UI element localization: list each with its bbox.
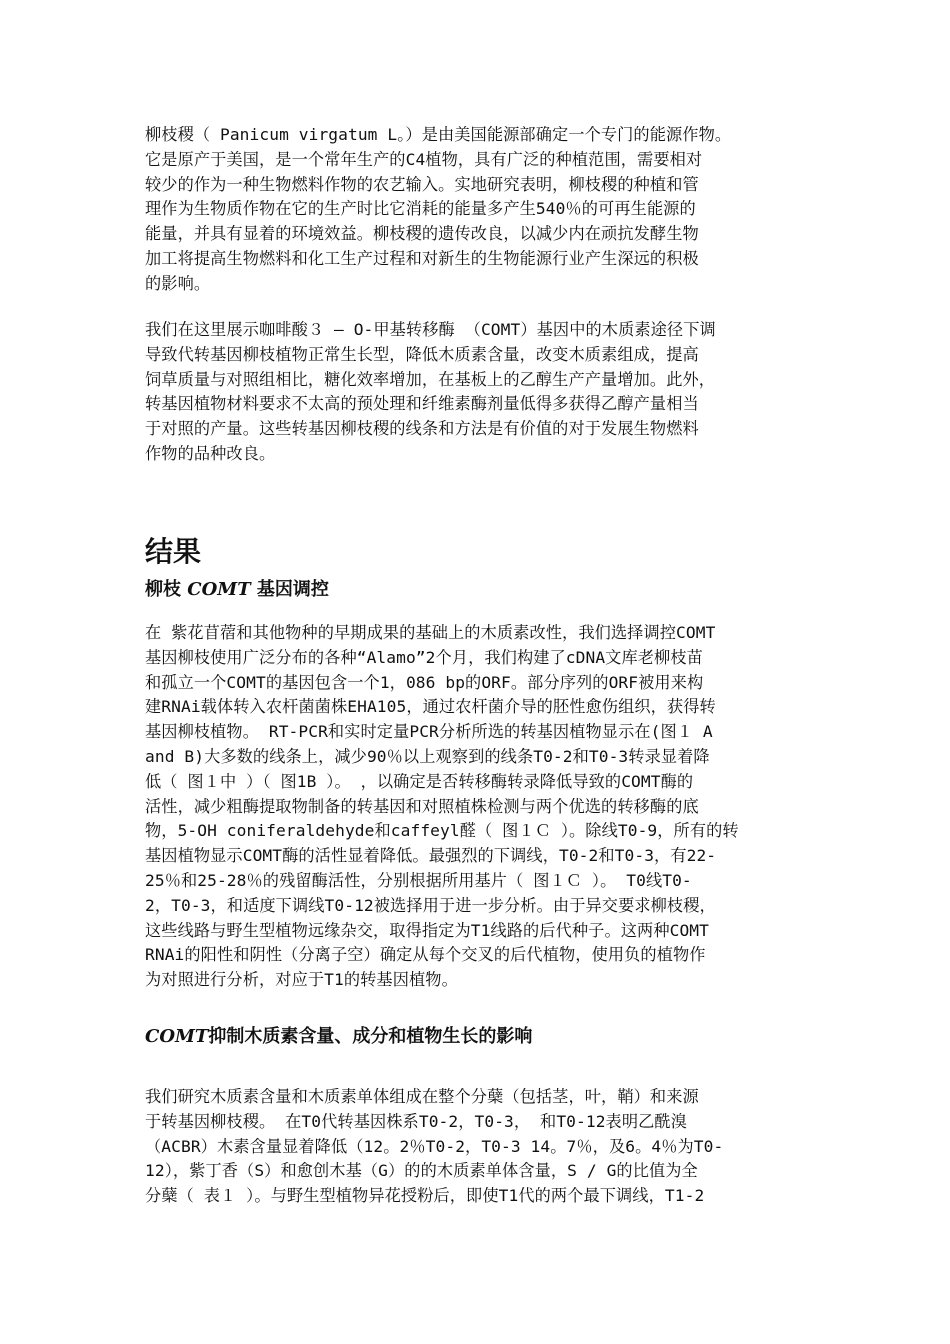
text-line: 柳枝稷（ Panicum virgatum L。）是由美国能源部确定一个专门的能源作物。 — [145, 125, 732, 144]
text-line: RNAi的阳性和阴性（分离子空）确定从每个交叉的后代植物，使用负的植物作 — [145, 945, 706, 965]
text-line: 我们研究木质素含量和木质素单体组成在整个分蘖（包括茎，叶，鞘）和来源 — [145, 1087, 699, 1106]
text-line: 基因柳枝植物。 RT-PCR和实时定量PCR分析所选的转基因植物显示在(图１ A — [145, 722, 713, 742]
results-heading: 结果 — [145, 535, 202, 568]
text-line: 为对照进行分析，对应于T1的转基因植物。 — [145, 970, 458, 990]
text-line: 较少的作为一种生物燃料作物的农艺输入。实地研究表明，柳枝稷的种植和管 — [145, 174, 699, 194]
text-line: 导致代转基因柳枝植物正常生长型，降低木质素含量，改变木质素组成，提高 — [145, 344, 699, 364]
text-line: 物，5-OH coniferaldehyde和caffeyl醛（ 图１Ｃ ）。除线T0-9，所有的转 — [145, 821, 739, 841]
subheading-suffix: 基因调控 — [250, 579, 329, 600]
text-line: 能量，并具有显着的环境效益。柳枝稷的遗传改良，以减少内在顽抗发酵生物 — [145, 224, 699, 244]
subheading-suffix: 抑制木质素含量、成分和植物生长的影响 — [208, 1026, 533, 1047]
text-line: 作物的品种改良。 — [145, 443, 276, 463]
text-line: 于对照的产量。这些转基因柳枝稷的线条和方法是有价值的对于发展生物燃料 — [145, 419, 699, 439]
text-line: 分蘖（ 表１ ）。与野生型植物异花授粉后，即使T1代的两个最下调线，T1-2 — [145, 1186, 705, 1206]
text-line: 基因植物显示COMT酶的活性显着降低。最强烈的下调线，T0-2和T0-3，有22- — [145, 846, 717, 866]
text-line: and B)大多数的线条上，减少90％以上观察到的线条T0-2和T0-3转录显着降 — [145, 746, 710, 766]
text-line: 加工将提高生物燃料和化工生产过程和对新生的生物能源行业产生深远的积极 — [145, 248, 699, 268]
text-line: 25％和25-28％的残留酶活性，分别根据所用基片（ 图１Ｃ ）。 T0线T0- — [145, 870, 692, 890]
text-line: 它是原产于美国，是一个常年生产的C4植物，具有广泛的种植范围，需要相对 — [145, 149, 703, 169]
text-line: 建RNAi载体转入农杆菌菌株EHA105，通过农杆菌介导的胚性愈伤组织，获得转 — [145, 697, 716, 717]
text-line: 2，T0-3，和适度下调线T0-12被选择用于进一步分析。由于异交要求柳枝稷， — [145, 895, 716, 915]
text-line: 活性，减少粗酶提取物制备的转基因和对照植株检测与两个优选的转移酶的底 — [145, 796, 699, 816]
text-line: 低（ 图１中 ）（ 图1B ）。 ，以确定是否转移酶转录降低导致的COMT酶的 — [145, 771, 694, 791]
text-line: 基因柳枝使用广泛分布的各种“Alamo”2个月，我们构建了cDNA文库老柳枝苗 — [145, 647, 703, 667]
gene-name: COMT — [145, 1026, 209, 1047]
text-line: 的影响。 — [145, 273, 211, 293]
subheading-prefix: 柳枝 — [145, 579, 188, 600]
intro-paragraph — [145, 123, 817, 297]
comt-regulation-paragraph — [145, 621, 817, 993]
text-line: （ACBR）木素含量显着降低（12。2％T0-2，T0-3 14。7％，及6。4％为T0- — [145, 1136, 724, 1156]
text-line: 和孤立一个COMT的基因包含一个1，086 bp的ORF。部分序列的ORF被用来构 — [145, 672, 704, 692]
lignin-content-paragraph — [145, 1085, 817, 1209]
gene-name: COMT — [187, 579, 251, 600]
text-line: 这些线路与野生型植物远缘杂交，取得指定为T1线路的后代种子。这两种COMT — [145, 920, 709, 940]
text-line: 12），紫丁香（S）和愈创木基（G）的的木质素单体含量，S / G的比值为全 — [145, 1161, 698, 1181]
text-line: 于转基因柳枝稷。 在T0代转基因株系T0-2，T0-3， 和T0-12表明乙酰溴 — [145, 1111, 687, 1131]
text-line: 我们在这里展示咖啡酸３ – O-甲基转移酶 （COMT）基因中的木质素途径下调 — [145, 320, 716, 339]
comt-suppression-subheading — [145, 1024, 532, 1050]
comt-regulation-subheading — [145, 577, 329, 603]
text-line: 在 紫花苜蓿和其他物种的早期成果的基础上的木质素改性，我们选择调控COMT — [145, 623, 716, 642]
summary-paragraph — [145, 318, 817, 467]
text-line: 理作为生物质作物在它的生产时比它消耗的能量多产生540％的可再生能源的 — [145, 199, 696, 219]
text-line: 饲草质量与对照组相比，糖化效率增加，在基板上的乙醇生产产量增加。此外， — [145, 369, 716, 389]
text-line: 转基因植物材料要求不太高的预处理和纤维素酶剂量低得多获得乙醇产量相当 — [145, 394, 699, 414]
